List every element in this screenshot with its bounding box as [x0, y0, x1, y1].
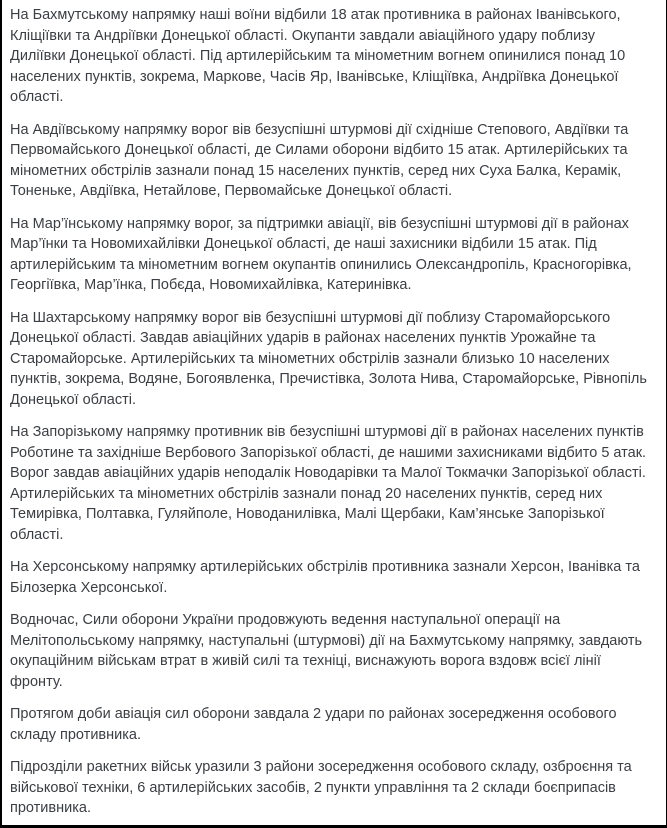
paragraph-shakhtarsk-direction: На Шахтарському напрямку ворог вів безуспішні штурмові дії поблизу Старомайорського Донецької області. Завдав авіаційних ударів в районах населених пунктів Урожайне та Старомайорське. Артилерійських та мінометних обстрілів зазнали близько 10 населених пунктів, зокрема, Водяне, Богоявленка, Пречистівка, Золота Нива, Старомайорське, Рівнопіль Донецької області.: [10, 309, 647, 408]
paragraph-offensive-operations: Водночас, Сили оборони України продовжують ведення наступальної операції на Мелітопольському напрямку, наступальні (штурмові) дії на Бахмутському напрямку, завдають окупаційним військам втрат в живій силі та техніці, виснажують ворога вздовж всієї лінії фронту.: [10, 612, 643, 690]
paragraph-kherson-direction: На Херсонському напрямку артилерійських обстрілів противника зазнали Херсон, Іванівка та Білозерка Херсонської.: [10, 559, 640, 596]
paragraph-zaporizhzhia-direction: На Запорізькому напрямку противник вів безуспішні штурмові дії в районах населених пунктів Роботине та західніше Вербового Запорізької області, де нашими захисниками відбито 5 атак. Ворог завдав авіаційних ударів неподалік Новодарівки та Малої Токмачки Запорізької області. Артилерійських та мінометних обстрілів зазнали понад 20 населених пунктів, серед них Темирівка, Полтавка, Гуляйполе, Новоданилівка, Малі Щербаки, Кам’янське Запорізької області.: [10, 424, 647, 543]
paragraph-avdiivka-direction: На Авдіївському напрямку ворог вів безуспішні штурмові дії східніше Степового, Авдіївки та Первомайського Донецької області, де Силами оборони відбито 15 атак. Артилерійських та мінометних обстрілів зазнали понад 15 населених пунктів, серед них Суха Балка, Керамік, Тоненьке, Авдіївка, Нетайлове, Первомайське Донецької області.: [10, 121, 629, 199]
paragraph-bakhmut-direction: На Бахмутському напрямку наші воїни відбили 18 атак противника в районах Іванівського, Кліщіївки та Андріївки Донецької області. Окупанти завдали авіаційного удару поблизу Диліївки Донецької області. Під артилерійським та мінометним вогнем опинилися понад 10 населених пунктів, зокрема, Маркове, Часів Яр, Іванівське, Кліщіївка, Андріївка Донецької області.: [10, 7, 626, 105]
paragraph-marinka-direction: На Мар’їнському напрямку ворог, за підтримки авіації, вів безуспішні штурмові дії в районах Мар’їнки та Новомихайлівки Донецької області, де наші захисники відбили 15 атак. Під артилерійським та мінометним вогнем окупантів опинились Олександропіль, Красногорівка, Георгіївка, Мар’їнка, Побєда, Новомихайлівка, Катеринівка.: [10, 215, 632, 293]
paragraph-aviation-strikes: Протягом доби авіація сил оборони завдала 2 удари по районах зосередження особового складу противника.: [10, 706, 617, 743]
paragraph-missile-strikes: Підрозділи ракетних військ уразили 3 райони зосередження особового складу, озброєння та військової техніки, 6 артилерійських засобів, 2 пункти управління та 2 склади боєприпасів противника.: [10, 759, 632, 816]
